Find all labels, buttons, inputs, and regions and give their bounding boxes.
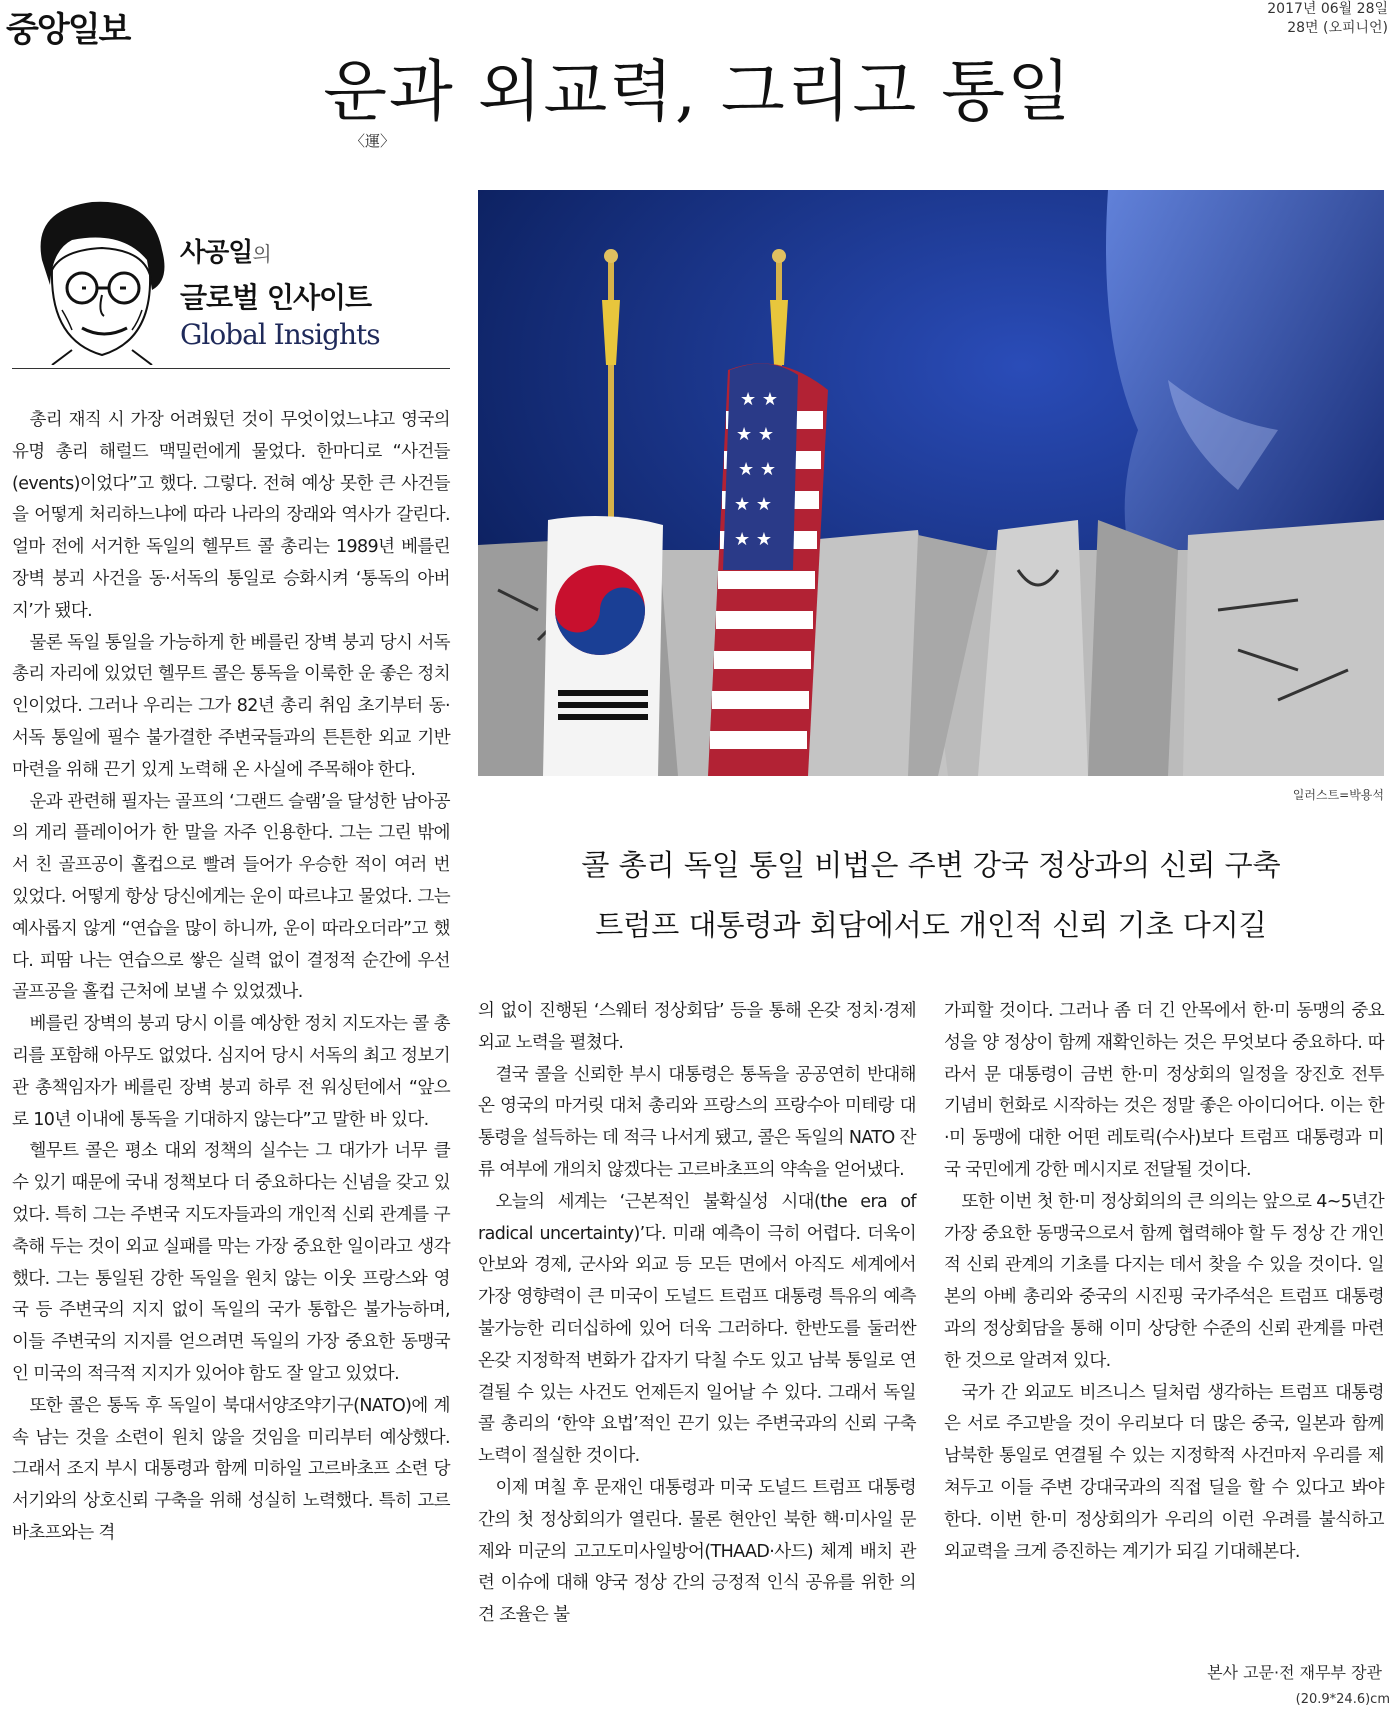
- column-title-en: Global Insights: [180, 318, 380, 351]
- article-column-2: [478, 996, 916, 1632]
- clip-size: (20.9*24.6)cm: [1295, 1692, 1390, 1707]
- paragraph: 물론 독일 통일을 가능하게 한 베를린 장벽 붕괴 당시 서독 총리 자리에 있었던 헬무트 콜은 통독을 이룩한 운 좋은 정치인이었다. 그러나 우리는 그가 82년 총리 취임 초기부터 동·서독 통일에 필수 불가결한 주변국들과의 튼튼한 외교 기반 마련을 위해 끈기 있게 노력해 온 사실에 주목해야 한다.: [12, 632, 450, 780]
- issue-date: 2017년 06월 28일: [1267, 1, 1388, 17]
- column-divider: [12, 368, 450, 369]
- column-title-ko: 글로벌 인사이트: [180, 281, 372, 314]
- paragraph: 또한 이번 첫 한·미 정상회의의 큰 의의는 앞으로 4~5년간 가장 중요한 동맹국으로서 함께 협력해야 할 두 정상 간 개인적 신뢰 관계의 기초를 다지는 데서 찾을 수 있을 것이다. 일본의 아베 총리와 중국의 시진핑 국가주석은 트럼프 대통령과의 정상회담을 통해 이미 상당한 수준의 신뢰 관계를 마련한 것으로 알려져 있다.: [944, 1191, 1384, 1371]
- author-byline: 본사 고문·전 재무부 장관: [1207, 1663, 1382, 1682]
- paragraph: 의 없이 진행된 ‘스웨터 정상회담’ 등을 통해 온갖 정치·경제 외교 노력을 펼쳤다.: [478, 1001, 916, 1053]
- svg-text:★ ★: ★ ★: [738, 459, 776, 480]
- issue-meta: [1267, 0, 1388, 38]
- columnist-name: [180, 232, 271, 269]
- author-suffix: 의: [252, 242, 271, 266]
- paragraph: 총리 재직 시 가장 어려웠던 것이 무엇이었느냐고 영국의 유명 총리 해럴드 맥밀런에게 물었다. 한마디로 “사건들(events)이었다”고 했다. 그렇다. 전혀 예상 못한 큰 사건들을 어떻게 처리하느냐에 따라 나라의 장래와 역사가 갈린다. 얼마 전에 서거한 독일의 헬무트 콜 총리는 1989년 베를린 장벽 붕괴 사건을 동·서독의 통일로 승화시켜 ‘통독의 아버지’가 됐다.: [12, 410, 450, 621]
- svg-text:★ ★: ★ ★: [734, 529, 772, 550]
- paragraph: 결국 콜을 신뢰한 부시 대통령은 통독을 공공연히 반대해 온 영국의 마거릿 대처 총리와 프랑스의 프랑수아 미테랑 대통령을 설득하는 데 적극 나서게 됐고, 콜은 독일의 NATO 잔류 여부에 개의치 않겠다는 고르바초프의 약속을 얻어냈다.: [478, 1064, 916, 1180]
- headline-hanja: 〈運〉: [350, 132, 396, 150]
- illustration-credit: 일러스트=박용석: [1292, 788, 1384, 802]
- paragraph: 가피할 것이다. 그러나 좀 더 긴 안목에서 한·미 동맹의 중요성을 양 정상이 함께 재확인하는 것은 무엇보다 중요하다. 따라서 문 대통령이 금번 한·미 정상회의 일정을 장진호 전투 기념비 헌화로 시작하는 것은 정말 좋은 아이디어다. 이는 한·미 동맹에 대한 어떤 레토릭(수사)보다 트럼프 대통령과 미국 국민에게 강한 메시지로 전달될 것이다.: [944, 1001, 1384, 1180]
- svg-text:★ ★: ★ ★: [734, 494, 772, 515]
- subhead-2: 트럼프 대통령과 회담에서도 개인적 신뢰 기초 다지길: [595, 908, 1267, 942]
- columnist-portrait: [12, 190, 182, 365]
- paragraph: 운과 관련해 필자는 골프의 ‘그랜드 슬램’을 달성한 남아공의 게리 플레이어가 한 말을 자주 인용한다. 그는 그린 밖에서 친 골프공이 홀컵으로 빨려 들어가 우승한 적이 여러 번 있었다. 어떻게 항상 당신에게는 운이 따르냐고 물었다. 그는 예사롭지 않게 “연습을 많이 하니까, 운이 따라오더라”고 했다. 피땀 나는 연습으로 쌓은 실력 없이 결정적 순간에 우선 골프공을 홀컵 근처에 보낼 수 있었겠나.: [12, 791, 450, 1003]
- article-column-3: [944, 996, 1384, 1568]
- headline: 운과 외교력, 그리고 통일: [323, 53, 1073, 130]
- paragraph: 또한 콜은 통독 후 독일이 북대서양조약기구(NATO)에 계속 남는 것을 소련이 원치 않을 것임을 미리부터 예상했다. 그래서 조지 부시 대통령과 함께 미하일 고르바초프 소련 당서기와의 상호신뢰 구축을 위해 성실히 노력했다. 특히 고르바초프와는 격: [12, 1395, 450, 1543]
- article-illustration: [478, 190, 1384, 776]
- paragraph: 이제 며칠 후 문재인 대통령과 미국 도널드 트럼프 대통령 간의 첫 정상회의가 열린다. 물론 현안인 북한 핵·미사일 문제와 미군의 고고도미사일방어(THAAD·사드) 체계 배치 관련 이슈에 대해 양국 정상 간의 긍정적 인식 공유를 위한 의견 조율은 불: [478, 1477, 916, 1626]
- svg-text:★ ★: ★ ★: [740, 389, 778, 410]
- masthead-logo: 중앙일보: [6, 10, 130, 50]
- subhead-1: 콜 총리 독일 통일 비법은 주변 강국 정상과의 신뢰 구축: [581, 848, 1281, 882]
- paragraph: 오늘의 세계는 ‘근본적인 불확실성 시대(the era of radical uncertainty)’다. 미래 예측이 극히 어렵다. 더욱이 안보와 경제, 군사와 외교 등 모든 면에서 아직도 세계에서 가장 영향력이 큰 미국이 도널드 트럼프 대통령 특유의 예측 불가능한 리더십하에 있어 더욱 그러하다. 한반도를 둘러싼 온갖 지정학적 변화가 갑자기 닥칠 수도 있고 남북 통일로 연결될 수 있는 사건도 언제든지 일어날 수 있다. 그래서 독일 콜 총리의 ‘한약 요법’적인 끈기 있는 주변국과의 신뢰 구축 노력이 절실한 것이다.: [478, 1191, 916, 1467]
- paragraph: 베를린 장벽의 붕괴 당시 이를 예상한 정치 지도자는 콜 총리를 포함해 아무도 없었다. 심지어 당시 서독의 최고 정보기관 총책임자가 베를린 장벽 붕괴 하루 전 워싱턴에서 “앞으로 10년 이내에 통독을 기대하지 않는다”고 말한 바 있다.: [12, 1014, 450, 1130]
- paragraph: 국가 간 외교도 비즈니스 딜처럼 생각하는 트럼프 대통령은 서로 주고받을 것이 우리보다 더 많은 중국, 일본과 함께 남북한 통일로 연결될 수 있는 지정학적 사건마저 우리를 제쳐두고 이들 주변 강대국과의 직접 딜을 할 수 있다고 봐야 한다. 이번 한·미 정상회의가 우리의 이런 우려를 불식하고 외교력을 크게 증진하는 계기가 되길 기대해본다.: [944, 1382, 1384, 1562]
- svg-text:★ ★: ★ ★: [736, 424, 774, 445]
- page-section: 28면 (오피니언): [1287, 20, 1388, 36]
- article-column-1: [12, 405, 450, 1550]
- paragraph: 헬무트 콜은 평소 대외 정책의 실수는 그 대가가 너무 클 수 있기 때문에 국내 정책보다 더 중요하다는 신념을 갖고 있었다. 특히 그는 주변국 지도자들과의 개인적 신뢰 관계를 구축해 두는 것이 외교 실패를 막는 가장 중요한 일이라고 생각했다. 그는 통일된 강한 독일을 원치 않는 이웃 프랑스와 영국 등 주변국의 지지 없이 독일의 국가 통합은 불가능하며, 이들 주변국의 지지를 얻으려면 독일의 가장 중요한 동맹국인 미국의 적극적 지지가 있어야 함도 잘 알고 있었다.: [12, 1141, 450, 1384]
- author-name: 사공일: [180, 238, 253, 268]
